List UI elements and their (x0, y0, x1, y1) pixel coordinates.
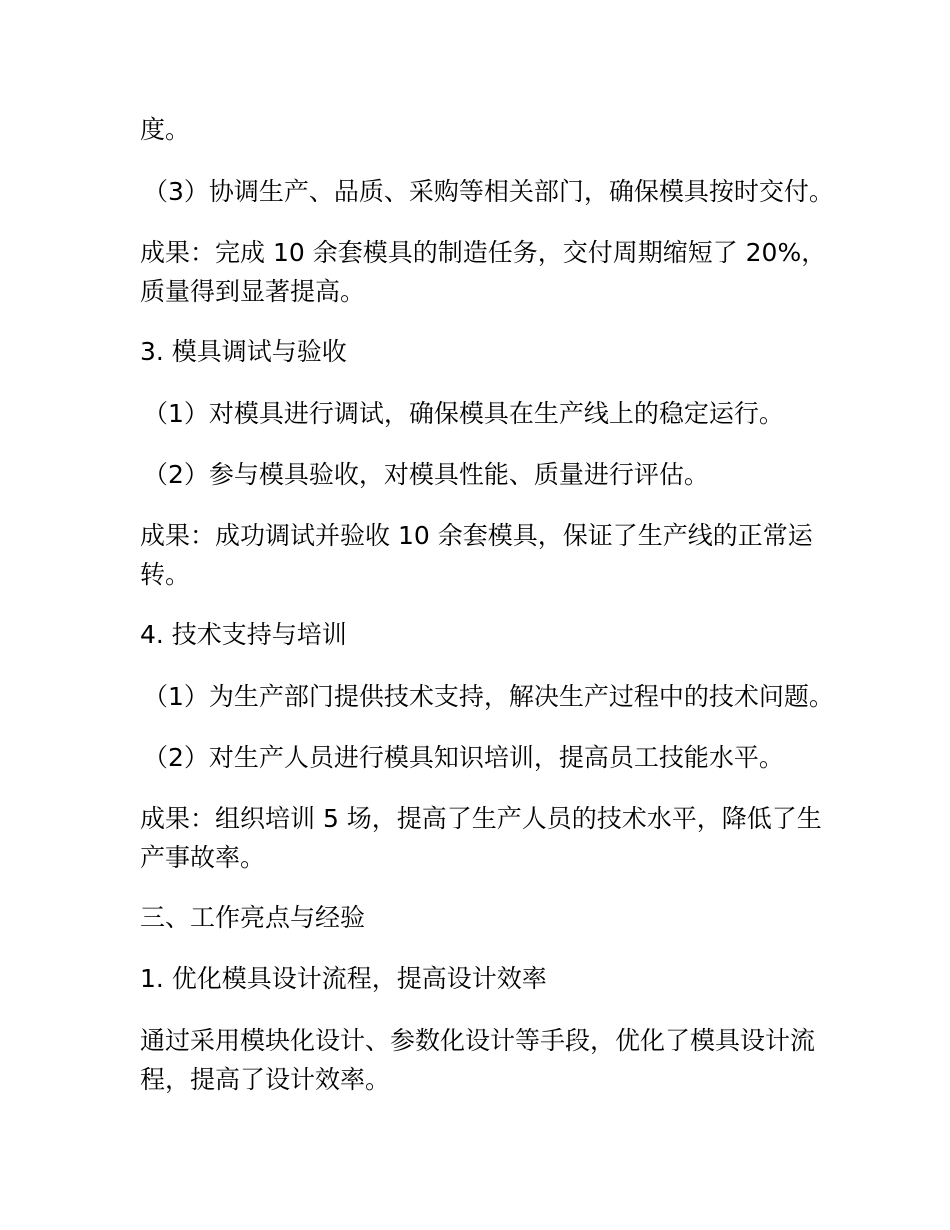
result-paragraph-line: 成果：组织培训 5 场，提高了生产人员的技术水平，降低了生 (140, 804, 822, 833)
result-paragraph-line: 产事故率。 (140, 843, 266, 872)
result-paragraph-line: 质量得到显著提高。 (140, 277, 366, 306)
section-heading: 1. 优化模具设计流程，提高设计效率 (140, 964, 547, 993)
list-item: （2）对生产人员进行模具知识培训，提高员工技能水平。 (143, 743, 784, 772)
section-heading: 4. 技术支持与培训 (140, 620, 347, 649)
body-paragraph-line: 程，提高了设计效率。 (140, 1065, 391, 1094)
list-item: （1）为生产部门提供技术支持，解决生产过程中的技术问题。 (143, 682, 834, 711)
text-line: 度。 (140, 115, 191, 144)
list-item: （3）协调生产、品质、采购等相关部门，确保模具按时交付。 (143, 177, 834, 206)
result-paragraph-line: 成果：成功调试并验收 10 余套模具，保证了生产线的正常运 (140, 521, 813, 550)
result-paragraph-line: 成果：完成 10 余套模具的制造任务，交付周期缩短了 20%， (140, 238, 827, 267)
list-item: （1）对模具进行调试，确保模具在生产线上的稳定运行。 (143, 399, 784, 428)
section-heading: 3. 模具调试与验收 (140, 337, 347, 366)
chapter-heading: 三、工作亮点与经验 (140, 903, 366, 932)
list-item: （2）参与模具验收，对模具性能、质量进行评估。 (143, 460, 709, 489)
result-paragraph-line: 转。 (140, 560, 191, 589)
body-paragraph-line: 通过采用模块化设计、参数化设计等手段，优化了模具设计流 (140, 1026, 816, 1055)
